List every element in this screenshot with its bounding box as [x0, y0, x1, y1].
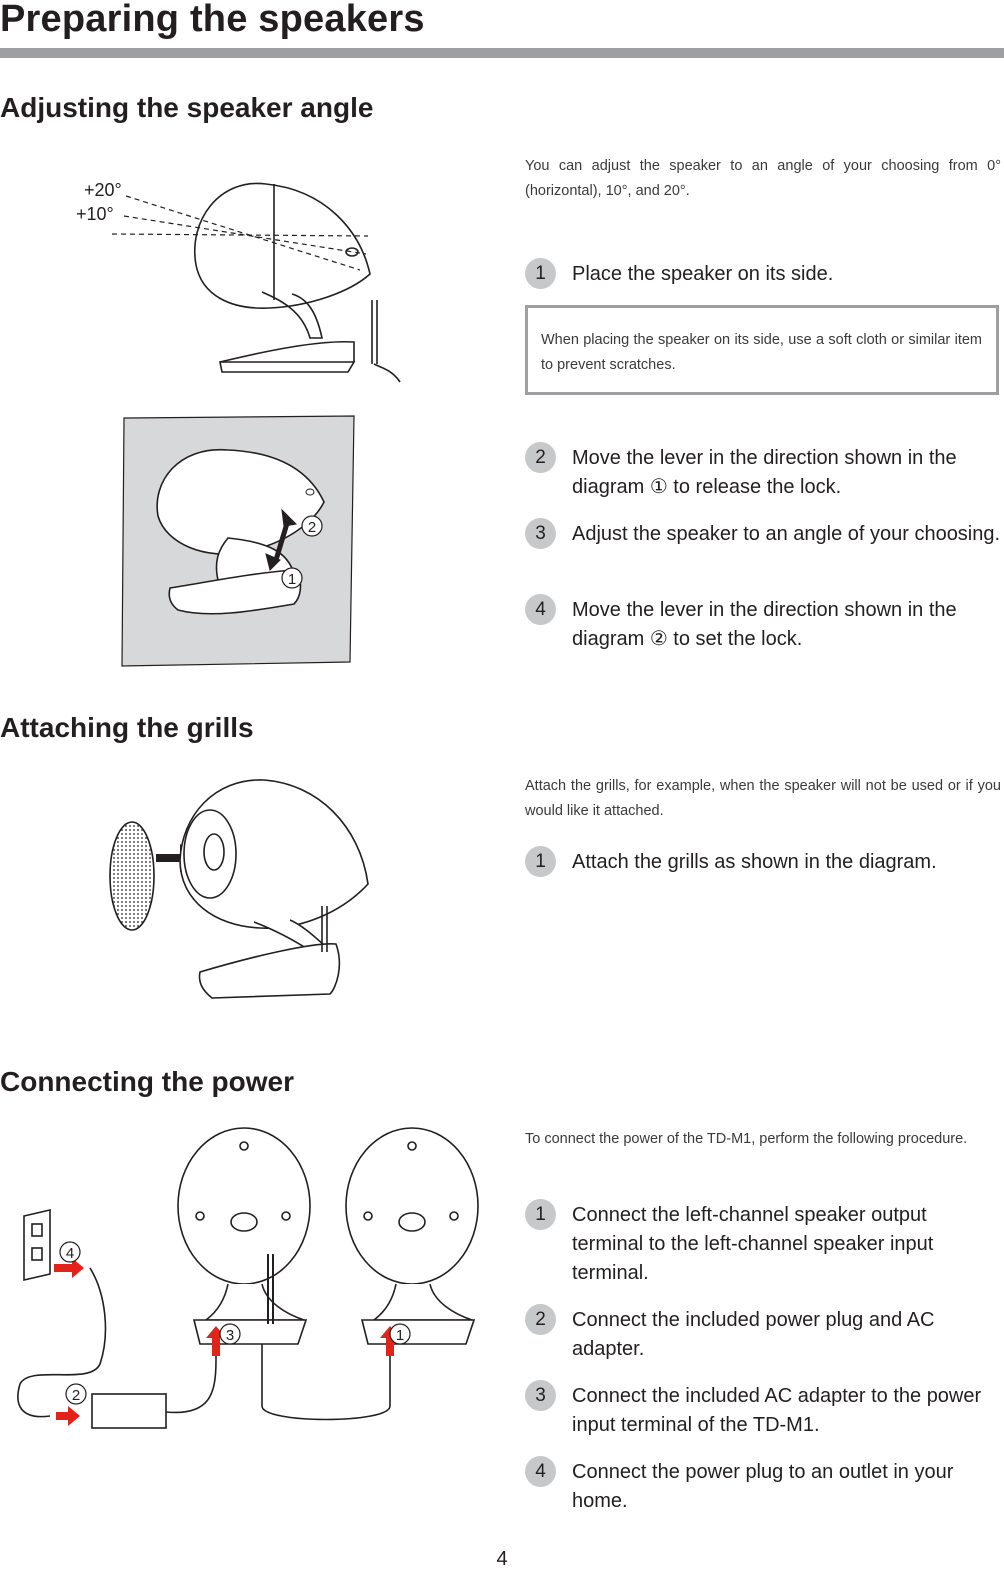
angle-step-3: [525, 520, 1003, 549]
step-text: Place the speaker on its side.: [572, 263, 834, 285]
lever-marker-2: 2: [307, 519, 317, 536]
section-heading-angle: Adjusting the speaker angle: [0, 92, 374, 123]
step-number-badge: 1: [525, 1199, 556, 1230]
step-text: Adjust the speaker to an angle of your choosing.: [572, 523, 1001, 545]
page-title: Preparing the speakers: [0, 0, 425, 40]
step-text: Attach the grills as shown in the diagram.: [572, 851, 937, 873]
step-text: Connect the included AC adapter to the power input terminal of the TD-M1.: [572, 1385, 982, 1436]
speaker-side-figure: [118, 412, 358, 672]
power-marker-1: 1: [395, 1327, 405, 1344]
step-text: Connect the power plug to an outlet in your home.: [572, 1461, 954, 1512]
right-speaker: [346, 1128, 478, 1284]
power-marker-2: 2: [71, 1387, 81, 1404]
ac-adapter: [92, 1394, 166, 1428]
step-number-badge: 3: [525, 1380, 556, 1411]
step-text: Move the lever in the direction shown in the diagram ② to set the lock.: [572, 599, 957, 650]
lever-marker-1: 1: [287, 571, 297, 588]
step-number-badge: 4: [525, 594, 556, 625]
step-number-badge: 3: [525, 518, 556, 549]
grill-mesh: [110, 822, 154, 930]
angle-label-20: +20°: [84, 180, 122, 200]
speaker-angle-figure: [70, 150, 410, 385]
page-number: 4: [496, 1548, 508, 1570]
angle-intro: You can adjust the speaker to an angle of your choosing from 0° (horizontal), 10°, and 20°.: [525, 158, 1001, 199]
angle-label-10: +10°: [76, 204, 114, 224]
section-heading-grills: Attaching the grills: [0, 712, 254, 743]
step-number-badge: 2: [525, 1304, 556, 1335]
power-step-4: [525, 1458, 1003, 1516]
grill-attach-figure: [104, 776, 374, 1002]
angle-step-4: [525, 596, 1003, 654]
angle-guide-lines: [112, 196, 368, 270]
step-number-badge: 1: [525, 846, 556, 877]
power-step-2: [525, 1306, 1003, 1364]
wall-outlet: [24, 1210, 50, 1280]
step-text: Connect the left-channel speaker output terminal to the left-channel speaker input terminal.: [572, 1204, 934, 1284]
angle-step-1: [525, 260, 1003, 289]
section-heading-power: Connecting the power: [0, 1066, 294, 1097]
note-box: When placing the speaker on its side, use a soft cloth or similar item to prevent scratches.: [525, 305, 999, 395]
power-intro: To connect the power of the TD-M1, perform the following procedure.: [525, 1131, 968, 1147]
step-text: Move the lever in the direction shown in the diagram ① to release the lock.: [572, 447, 957, 498]
power-marker-4: 4: [65, 1245, 75, 1262]
left-speaker: [178, 1128, 310, 1284]
power-connection-figure: [10, 1124, 480, 1434]
step-number-badge: 1: [525, 258, 556, 289]
power-marker-3: 3: [225, 1327, 235, 1344]
step-text: Connect the included power plug and AC adapter.: [572, 1309, 935, 1360]
power-step-1: [525, 1201, 1003, 1288]
step-number-badge: 2: [525, 442, 556, 473]
grills-intro: Attach the grills, for example, when the speaker will not be used or if you would like it attached.: [525, 778, 1001, 819]
title-rule: [0, 48, 1004, 58]
power-step-3: [525, 1382, 1003, 1440]
grills-step-1: [525, 848, 1003, 877]
step-number-badge: 4: [525, 1456, 556, 1487]
angle-step-2: [525, 444, 1003, 502]
